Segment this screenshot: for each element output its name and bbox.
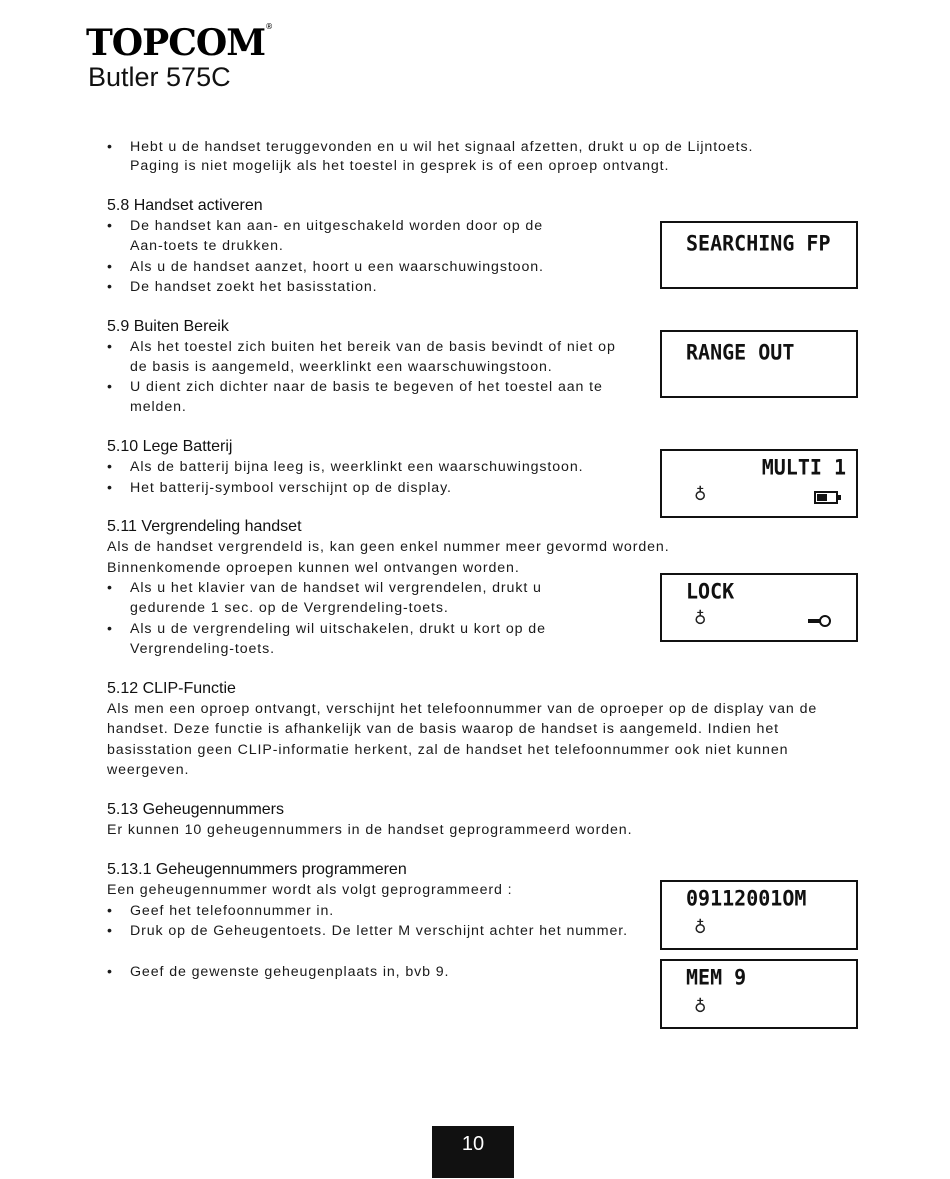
section-heading-5-9: 5.9 Buiten Bereik (107, 318, 229, 335)
bullet: • (107, 580, 112, 596)
section-heading-5-13-1: 5.13.1 Geheugennummers programmeren (107, 861, 407, 878)
page-number: 10 (461, 1133, 485, 1155)
s511-line-4: gedurende 1 sec. op de Vergrendeling-toets. (130, 600, 449, 616)
section-heading-5-11: 5.11 Vergrendeling handset (107, 518, 302, 535)
antenna-icon: ♁ (694, 485, 707, 505)
s511-line-5: Als u de vergrendeling wil uitschakelen, drukt u kort op de (130, 621, 546, 637)
s59-line-1: Als het toestel zich buiten het bereik van de basis bevindt of niet op (130, 339, 616, 355)
page-number-box (432, 1126, 514, 1178)
s512-line-4: weergeven. (107, 762, 190, 778)
paging-line-1: Hebt u de handset teruggevonden en u wil het signaal afzetten, drukt u op de Lijntoets. (130, 139, 754, 155)
bullet: • (107, 379, 112, 395)
s5131-line-1: Een geheugennummer wordt als volgt geprogrammeerd : (107, 882, 513, 898)
s511-line-6: Vergrendeling-toets. (130, 641, 275, 657)
lcd-display-mem (660, 959, 858, 1029)
s58-line-3: Als u de handset aanzet, hoort u een waarschuwingstoon. (130, 259, 544, 275)
s513-line-1: Er kunnen 10 geheugennummers in de handset geprogrammeerd worden. (107, 822, 633, 838)
bullet: • (107, 459, 112, 475)
bullet: • (107, 259, 112, 275)
s512-line-2: handset. Deze functie is afhankelijk van de basis waarop de handset is aangemeld. Indien het (107, 721, 779, 737)
lcd-text: MEM 9 (686, 964, 747, 990)
model-name: Butler 575C (88, 62, 231, 92)
lcd-display-lock (660, 573, 858, 642)
section-heading-5-8: 5.8 Handset activeren (107, 197, 263, 214)
s59-line-4: melden. (130, 399, 187, 415)
paging-line-2: Paging is niet mogelijk als het toestel in gesprek is of een oproep ontvangt. (130, 158, 670, 174)
lcd-display-multi (660, 449, 858, 518)
key-icon (808, 615, 830, 627)
brand-logo (86, 22, 272, 64)
bullet: • (107, 923, 112, 939)
bullet: • (107, 480, 112, 496)
antenna-icon: ♁ (694, 918, 707, 938)
s5131-line-3: Druk op de Geheugentoets. De letter M verschijnt achter het nummer. (130, 923, 628, 939)
battery-icon (814, 491, 838, 504)
antenna-icon: ♁ (694, 609, 707, 629)
s5131-line-4: Geef de gewenste geheugenplaats in, bvb 9. (130, 964, 450, 980)
bullet: • (107, 621, 112, 637)
lcd-display-searching (660, 221, 858, 289)
lcd-text: RANGE OUT (686, 339, 795, 365)
lcd-display-number (660, 880, 858, 950)
s511-line-1: Als de handset vergrendeld is, kan geen enkel nummer meer gevormd worden. (107, 539, 670, 555)
s59-line-2: de basis is aangemeld, weerklinkt een waarschuwingstoon. (130, 359, 553, 375)
s510-line-2: Het batterij-symbool verschijnt op de display. (130, 480, 452, 496)
s5131-line-2: Geef het telefoonnummer in. (130, 903, 335, 919)
bullet: • (107, 139, 112, 155)
s512-line-3: basisstation geen CLIP-informatie herkent, zal de handset het telefoonnummer ook niet kunnen (107, 742, 789, 758)
s58-line-2: Aan-toets te drukken. (130, 238, 284, 254)
section-heading-5-10: 5.10 Lege Batterij (107, 438, 233, 455)
lcd-text: SEARCHING FP (686, 230, 831, 256)
s511-line-2: Binnenkomende oproepen kunnen wel ontvangen worden. (107, 560, 520, 576)
lcd-display-range-out (660, 330, 858, 398)
s59-line-3: U dient zich dichter naar de basis te begeven of het toestel aan te (130, 379, 603, 395)
lcd-text: 09112001OM (686, 885, 807, 911)
s58-line-1: De handset kan aan- en uitgeschakeld worden door op de (130, 218, 543, 234)
lcd-text: LOCK (686, 578, 735, 604)
brand-name: TOPCOM (86, 22, 266, 64)
bullet: • (107, 964, 112, 980)
antenna-icon: ♁ (694, 997, 707, 1017)
section-heading-5-13: 5.13 Geheugennummers (107, 801, 284, 818)
bullet: • (107, 218, 112, 234)
lcd-text: MULTI 1 (761, 454, 846, 480)
bullet: • (107, 279, 112, 295)
bullet: • (107, 339, 112, 355)
bullet: • (107, 903, 112, 919)
s58-line-4: De handset zoekt het basisstation. (130, 279, 378, 295)
registered-mark: ® (265, 22, 273, 31)
s510-line-1: Als de batterij bijna leeg is, weerklinkt een waarschuwingstoon. (130, 459, 584, 475)
s512-line-1: Als men een oproep ontvangt, verschijnt het telefoonnummer van de oproeper op de display van de (107, 701, 818, 717)
section-heading-5-12: 5.12 CLIP-Functie (107, 680, 236, 697)
s511-line-3: Als u het klavier van de handset wil vergrendelen, drukt u (130, 580, 542, 596)
